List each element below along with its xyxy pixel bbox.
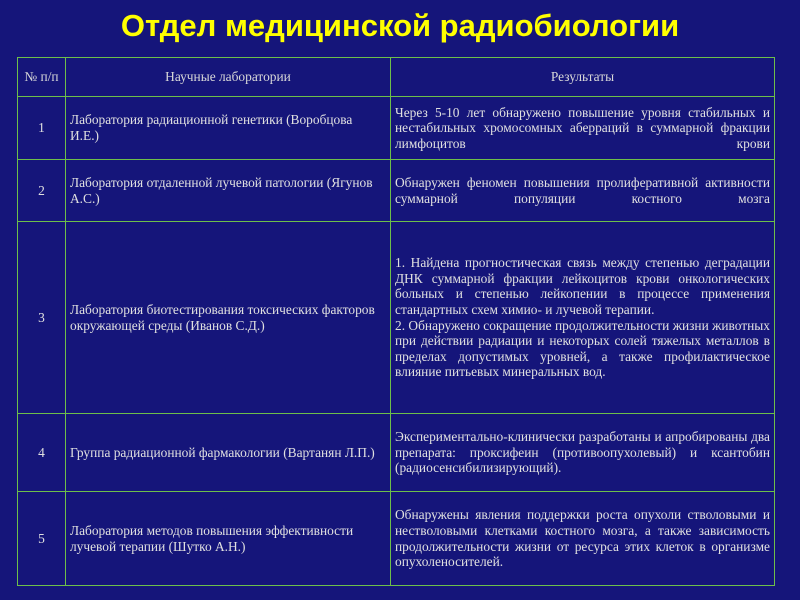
laboratory-name: Лаборатория отдаленной лучевой патологии (Ягунов А.С.): [66, 160, 391, 222]
result-text: Экспериментально-клинически разработаны и апробированы два препарата: проксифеин (противоопухолевый) и ксантобин (радиосенсибилизирующий).: [391, 414, 775, 492]
header-laboratories: Научные лаборатории: [66, 58, 391, 97]
labs-table: [17, 57, 775, 586]
slide-title: Отдел медицинской радиобиологии: [120, 8, 680, 43]
laboratory-name: Лаборатория методов повышения эффективности лучевой терапии (Шутко А.Н.): [66, 492, 391, 586]
row-number: 4: [18, 414, 66, 492]
laboratory-name: Лаборатория радиационной генетики (Воробцова И.Е.): [66, 97, 391, 160]
result-paragraph-1: 1. Найдена прогностическая связь между степенью деградации ДНК суммарной фракции лейкоцитов крови онкологических больных и степенью лейкопении в процессе применения стандартных схем химио- и лучевой терапии.: [395, 255, 770, 317]
laboratory-name: Лаборатория биотестирования токсических факторов окружающей среды (Иванов С.Д.): [66, 222, 391, 414]
row-number: 2: [18, 160, 66, 222]
result-text: [391, 222, 775, 414]
laboratory-name: Группа радиационной фармакологии (Вартанян Л.П.): [66, 414, 391, 492]
table-row: [18, 414, 775, 492]
table-row: [18, 222, 775, 414]
table-row: [18, 97, 775, 160]
table-row: [18, 160, 775, 222]
row-number: 5: [18, 492, 66, 586]
row-number: 3: [18, 222, 66, 414]
header-results: Результаты: [391, 58, 775, 97]
result-paragraph-2: 2. Обнаружено сокращение продолжительности жизни животных при действии радиации и некоторых солей тяжелых металлов в пределах допустимых уровней, а также профилактическое влияние питьевых минеральных вод.: [395, 317, 770, 380]
result-text: Обнаружены явления поддержки роста опухоли стволовыми и нестволовыми клетками костного мозга, а также зависимость продолжительности жизни от ресурса этих клеток в организме опухоленосителей.: [391, 492, 775, 586]
result-text: Обнаружен феномен повышения пролиферативной активности суммарной популяции костного мозга: [391, 160, 775, 222]
row-number: 1: [18, 97, 66, 160]
table-row: [18, 492, 775, 586]
result-text: Через 5-10 лет обнаружено повышение уровня стабильных и нестабильных хромосомных аберраций в суммарной фракции лимфоцитов крови: [391, 97, 775, 160]
header-num: № п/п: [18, 58, 66, 97]
table-header-row: [18, 58, 775, 97]
